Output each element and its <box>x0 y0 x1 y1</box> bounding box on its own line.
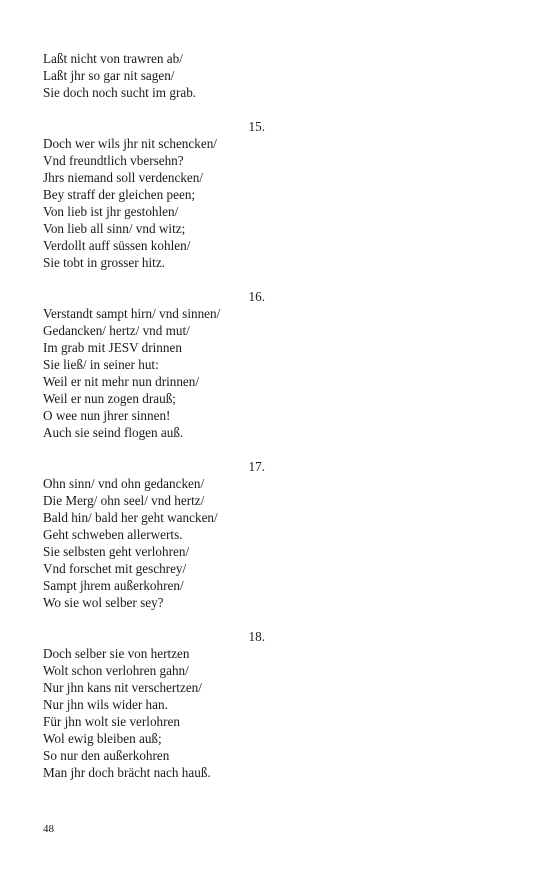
verse-line: Gedancken/ hertz/ vnd mut/ <box>43 323 190 338</box>
stanza-number: 16. <box>248 289 265 304</box>
verse-line: Bey straff der gleichen peen; <box>43 187 196 202</box>
verse-line: Die Merg/ ohn seel/ vnd hertz/ <box>43 493 205 508</box>
stanza-gap <box>43 441 268 458</box>
verse-line: Laßt nicht von trawren ab/ <box>43 51 183 66</box>
verse-line: Sie selbsten geht verlohren/ <box>43 544 190 559</box>
verse-line: Sie doch noch sucht im grab. <box>43 85 197 100</box>
verse-line: Wol ewig bleiben auß; <box>43 731 162 746</box>
verse-line: Vnd freundtlich vbersehn? <box>43 153 184 168</box>
verse-line: Nur jhn kans nit verschertzen/ <box>43 680 202 695</box>
verse-line: Nur jhn wils wider han. <box>43 697 168 712</box>
verse-line: Weil er nit mehr nun drinnen/ <box>43 374 200 389</box>
verse-line: Im grab mit JESV drinnen <box>43 340 182 355</box>
verse-line: Sie ließ/ in seiner hut: <box>43 357 159 372</box>
stanza-number: 18. <box>248 629 265 644</box>
verse-line: Von lieb ist jhr gestohlen/ <box>43 204 179 219</box>
stanza-gap <box>43 611 268 628</box>
verse-line: Für jhn wolt sie verlohren <box>43 714 180 729</box>
stanza-14-tail <box>43 50 268 101</box>
verse-line: Wolt schon verlohren gahn/ <box>43 663 189 678</box>
verse-line: Doch selber sie von hertzen <box>43 646 190 661</box>
verse-line: Man jhr doch brächt nach hauß. <box>43 765 211 780</box>
stanza-16 <box>43 288 268 441</box>
verse-line: Sampt jhrem außerkohren/ <box>43 578 184 593</box>
stanza-number: 15. <box>248 119 265 134</box>
verse-line: Bald hin/ bald her geht wancken/ <box>43 510 218 525</box>
stanza-15 <box>43 118 268 271</box>
stanza-gap <box>43 271 268 288</box>
poem-body <box>43 50 268 781</box>
verse-line: Wo sie wol selber sey? <box>43 595 164 610</box>
verse-line: Doch wer wils jhr nit schencken/ <box>43 136 217 151</box>
verse-line: Geht schweben allerwerts. <box>43 527 183 542</box>
verse-line: Weil er nun zogen drauß; <box>43 391 176 406</box>
verse-line: Laßt jhr so gar nit sagen/ <box>43 68 175 83</box>
stanza-gap <box>43 101 268 118</box>
verse-line: O wee nun jhrer sinnen! <box>43 408 171 423</box>
verse-line: Sie tobt in grosser hitz. <box>43 255 165 270</box>
verse-line: So nur den außerkohren <box>43 748 170 763</box>
verse-line: Ohn sinn/ vnd ohn gedancken/ <box>43 476 205 491</box>
stanza-17 <box>43 458 268 611</box>
verse-line: Von lieb all sinn/ vnd witz; <box>43 221 186 236</box>
stanza-18 <box>43 628 268 781</box>
verse-line: Auch sie seind flogen auß. <box>43 425 184 440</box>
verse-line: Jhrs niemand soll verdencken/ <box>43 170 204 185</box>
verse-line: Verstandt sampt hirn/ vnd sinnen/ <box>43 306 221 321</box>
page-number: 48 <box>43 823 54 835</box>
verse-line: Vnd forschet mit geschrey/ <box>43 561 187 576</box>
stanza-number: 17. <box>248 459 265 474</box>
verse-line: Verdollt auff süssen kohlen/ <box>43 238 191 253</box>
